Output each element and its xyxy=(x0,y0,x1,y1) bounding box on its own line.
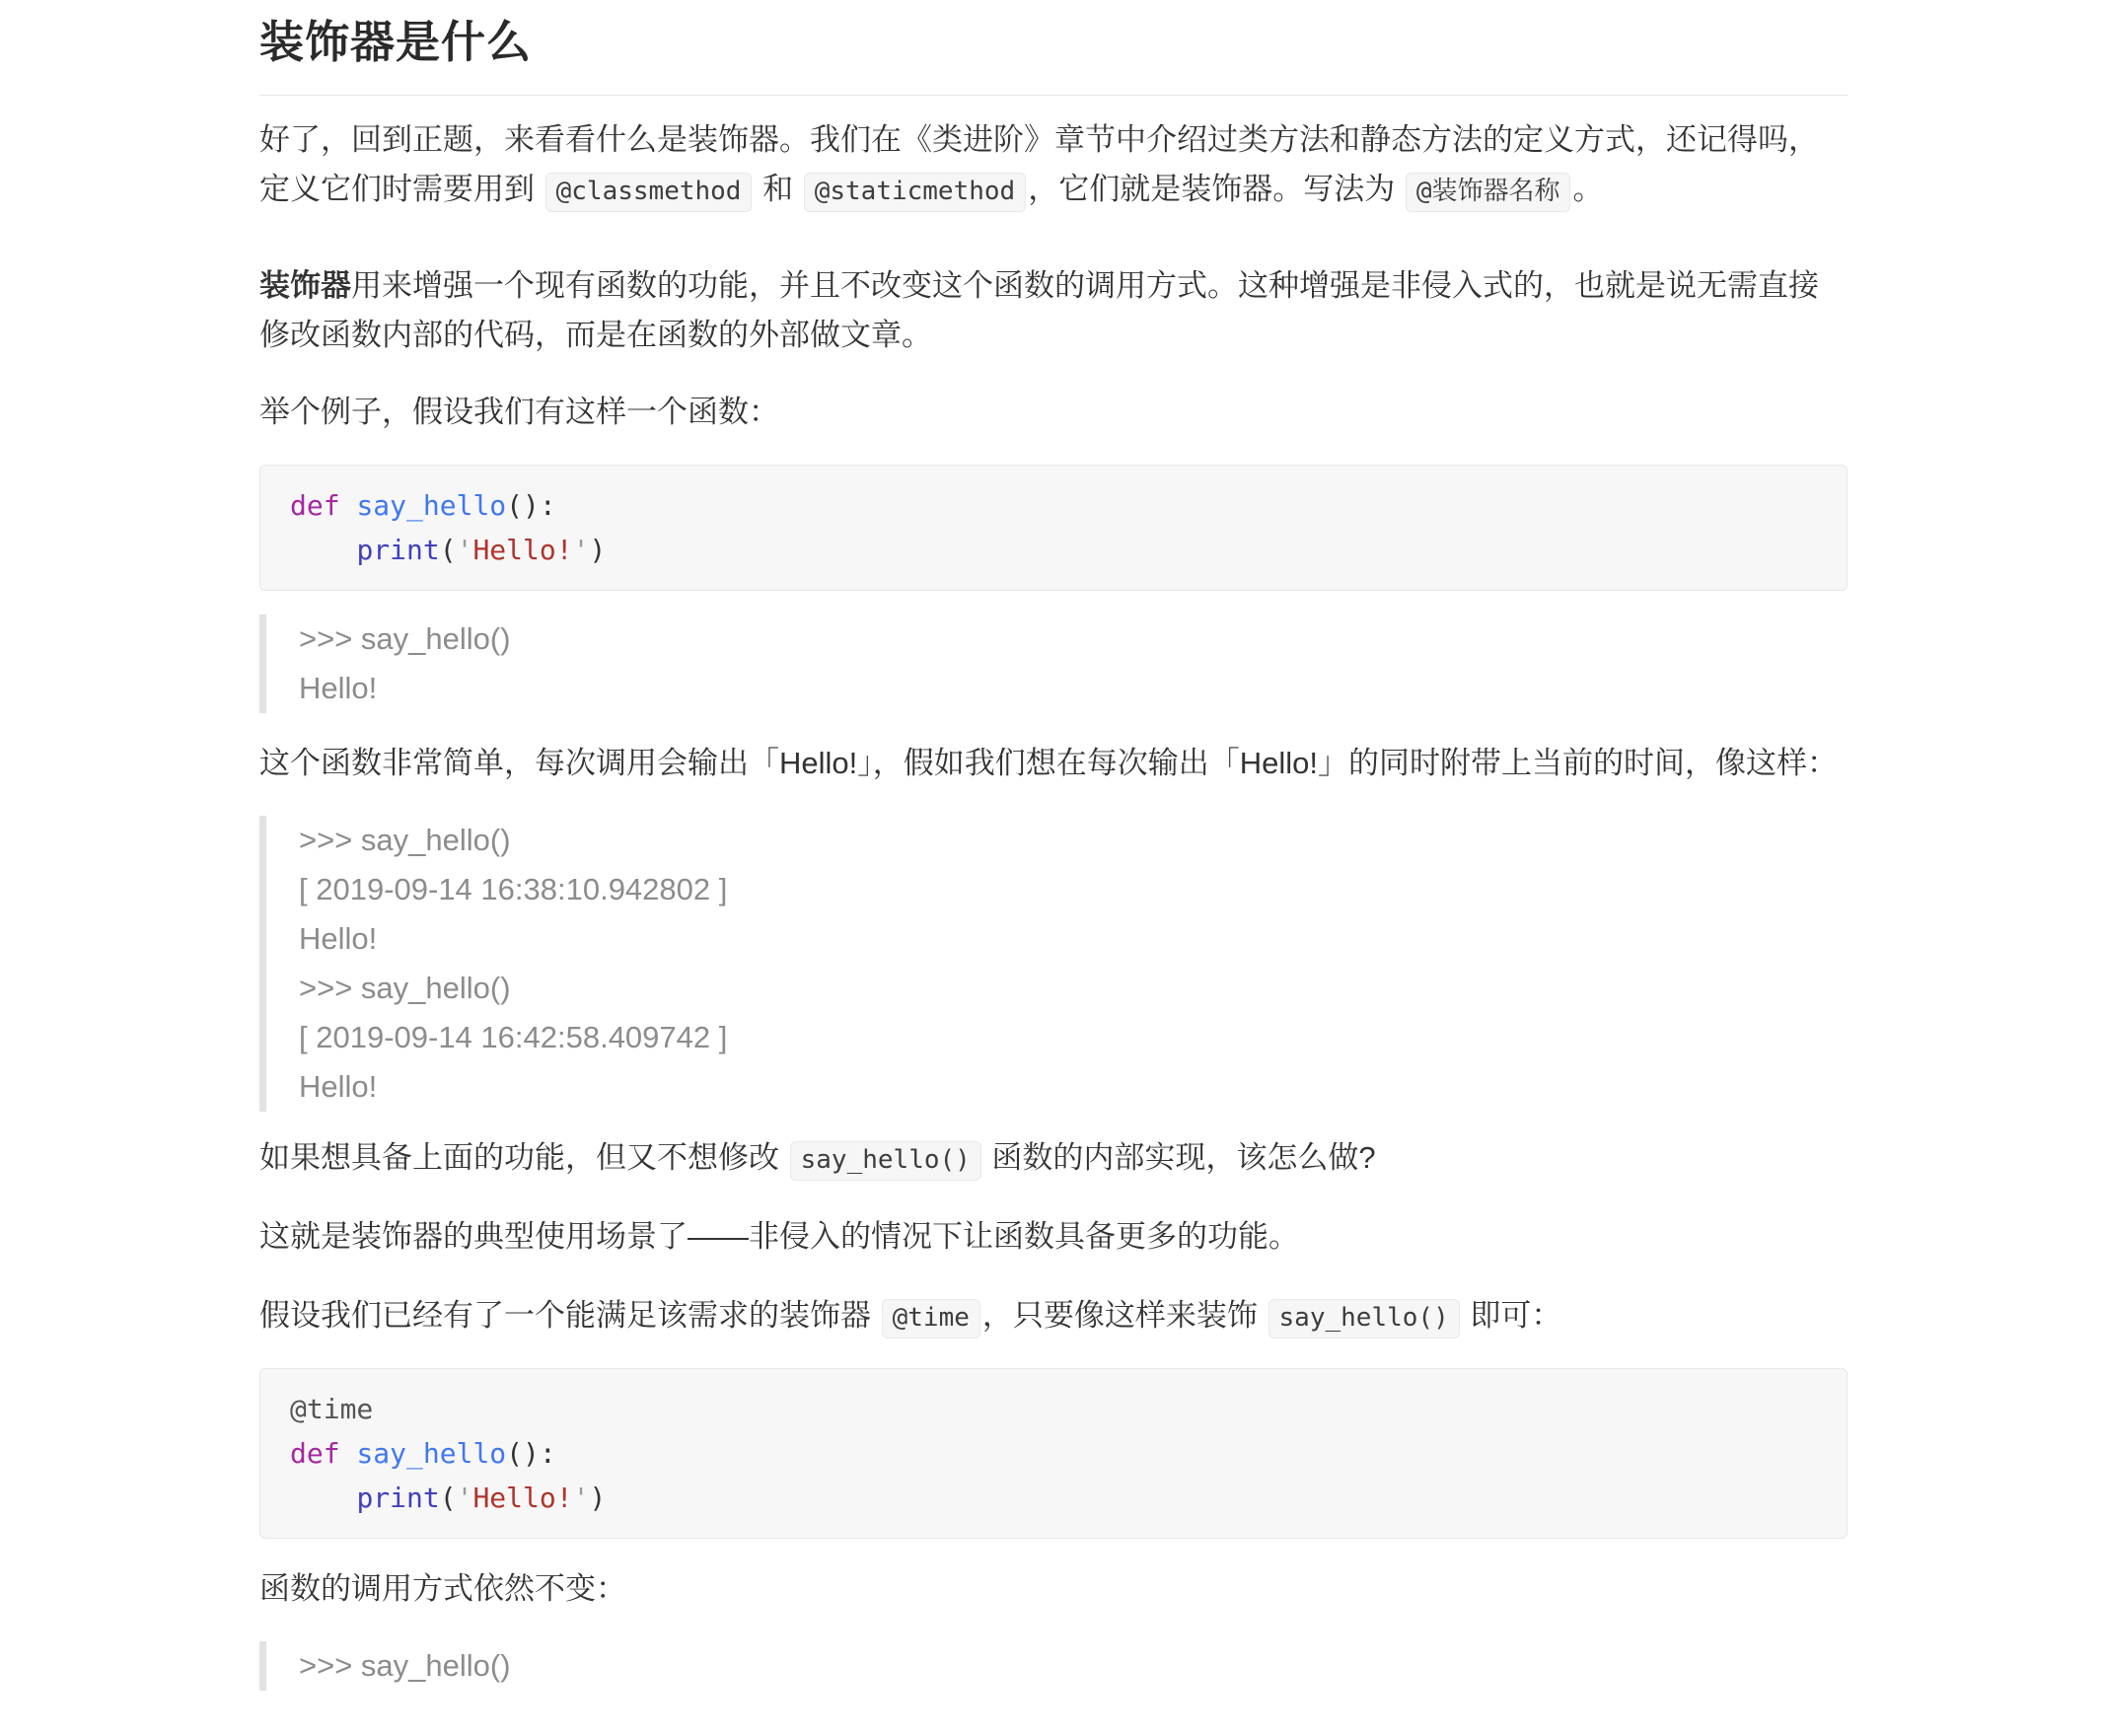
inline-code-decorator-name: @装饰器名称 xyxy=(1406,173,1571,212)
console-line: >>> say_hello() xyxy=(299,823,511,857)
text-run: 。 xyxy=(1572,172,1604,206)
console-output-with-timestamps xyxy=(259,816,1847,1112)
text-run: 这就是装饰器的典型使用场景了——非侵入的情况下让函数具备更多的功能。 xyxy=(259,1219,1299,1254)
inline-code-say-hello: say_hello() xyxy=(790,1141,981,1181)
string-literal-hello: Hello! xyxy=(472,534,573,566)
keyword-def: def xyxy=(290,489,340,522)
text-run: ，只要像这样来装饰 xyxy=(981,1298,1267,1333)
code-punctuation: ) xyxy=(589,534,607,566)
builtin-print: print xyxy=(356,1482,440,1514)
inline-code-say-hello: say_hello() xyxy=(1268,1299,1460,1338)
code-punctuation: ( xyxy=(439,1482,457,1514)
keyword-def: def xyxy=(290,1437,340,1470)
console-line: >>> say_hello() xyxy=(299,1648,511,1683)
text-run: 如果想具备上面的功能，但又不想修改 xyxy=(259,1140,788,1175)
text-run: 举个例子，假设我们有这样一个函数： xyxy=(259,395,779,429)
paragraph-definition xyxy=(259,261,1847,360)
string-quote: ' xyxy=(456,534,473,566)
code-line xyxy=(290,528,1817,572)
code-line xyxy=(290,483,1817,528)
code-punctuation: (): xyxy=(506,489,556,522)
code-punctuation: ( xyxy=(439,534,457,566)
code-indent xyxy=(290,1482,356,1514)
string-literal-hello: Hello! xyxy=(472,1482,573,1514)
console-output-unchanged-call xyxy=(259,1641,1847,1691)
code-punctuation: (): xyxy=(506,1437,556,1470)
code-block-decorated-say-hello xyxy=(259,1368,1847,1539)
string-quote: ' xyxy=(456,1482,473,1514)
paragraph-example-lead xyxy=(259,388,1847,437)
function-name-say-hello: say_hello xyxy=(356,489,507,522)
text-run: 好了，回到正题，来看看什么是装饰器。我们在《类进阶》章节中介绍过类方法和静态方法的定义方式，还记得吗，定义它们时需要用到 xyxy=(259,122,1819,206)
string-quote: ' xyxy=(572,534,590,566)
paragraph-call-unchanged xyxy=(259,1564,1847,1614)
code-space xyxy=(340,1437,357,1470)
paragraph-question xyxy=(259,1133,1847,1185)
text-run: 用来增强一个现有函数的功能，并且不改变这个函数的调用方式。这种增强是非侵入式的，也就是说无需直接修改函数内部的代码，而是在函数的外部做文章。 xyxy=(259,268,1819,352)
paragraph-want-time xyxy=(259,739,1847,788)
console-line: Hello! xyxy=(299,1069,378,1104)
text-run: 即可： xyxy=(1461,1298,1562,1333)
article-content xyxy=(259,0,1847,1691)
console-line: Hello! xyxy=(299,921,378,956)
paragraph-assume-time-decorator xyxy=(259,1291,1847,1342)
console-line: >>> say_hello() xyxy=(299,621,511,656)
decorator-time: @time xyxy=(290,1393,374,1425)
code-punctuation: ) xyxy=(589,1482,607,1514)
function-name-say-hello: say_hello xyxy=(356,1437,507,1470)
text-run: 和 xyxy=(754,172,802,206)
paragraph-intro xyxy=(259,115,1847,216)
code-line xyxy=(290,1476,1817,1520)
page-title: 装饰器是什么 xyxy=(259,16,1847,96)
console-output-basic-call xyxy=(259,615,1847,713)
text-run: 函数的内部实现，该怎么做? xyxy=(982,1140,1376,1175)
text-run: ，它们就是装饰器。写法为 xyxy=(1028,172,1404,206)
paragraph-use-case xyxy=(259,1212,1847,1262)
console-line: Hello! xyxy=(299,671,378,705)
string-quote: ' xyxy=(572,1482,590,1514)
text-run: 函数的调用方式依然不变： xyxy=(259,1571,626,1606)
builtin-print: print xyxy=(356,534,440,566)
inline-code-staticmethod: @staticmethod xyxy=(804,173,1027,212)
code-line xyxy=(290,1431,1817,1476)
text-run: 假设我们已经有了一个能满足该需求的装饰器 xyxy=(259,1298,880,1333)
inline-code-classmethod: @classmethod xyxy=(545,173,753,212)
code-line xyxy=(290,1387,1817,1431)
console-line: [ 2019-09-14 16:38:10.942802 ] xyxy=(299,872,728,906)
bold-term-decorator: 装饰器 xyxy=(259,268,351,303)
code-indent xyxy=(290,534,356,566)
console-line: >>> say_hello() xyxy=(299,971,511,1005)
code-space xyxy=(340,489,357,522)
inline-code-time: @time xyxy=(882,1299,980,1338)
text-run: 这个函数非常简单，每次调用会输出「Hello!」，假如我们想在每次输出「Hello!」的同时附带上当前的时间，像这样： xyxy=(259,746,1839,780)
code-block-say-hello xyxy=(259,465,1847,591)
console-line: [ 2019-09-14 16:42:58.409742 ] xyxy=(299,1020,728,1054)
